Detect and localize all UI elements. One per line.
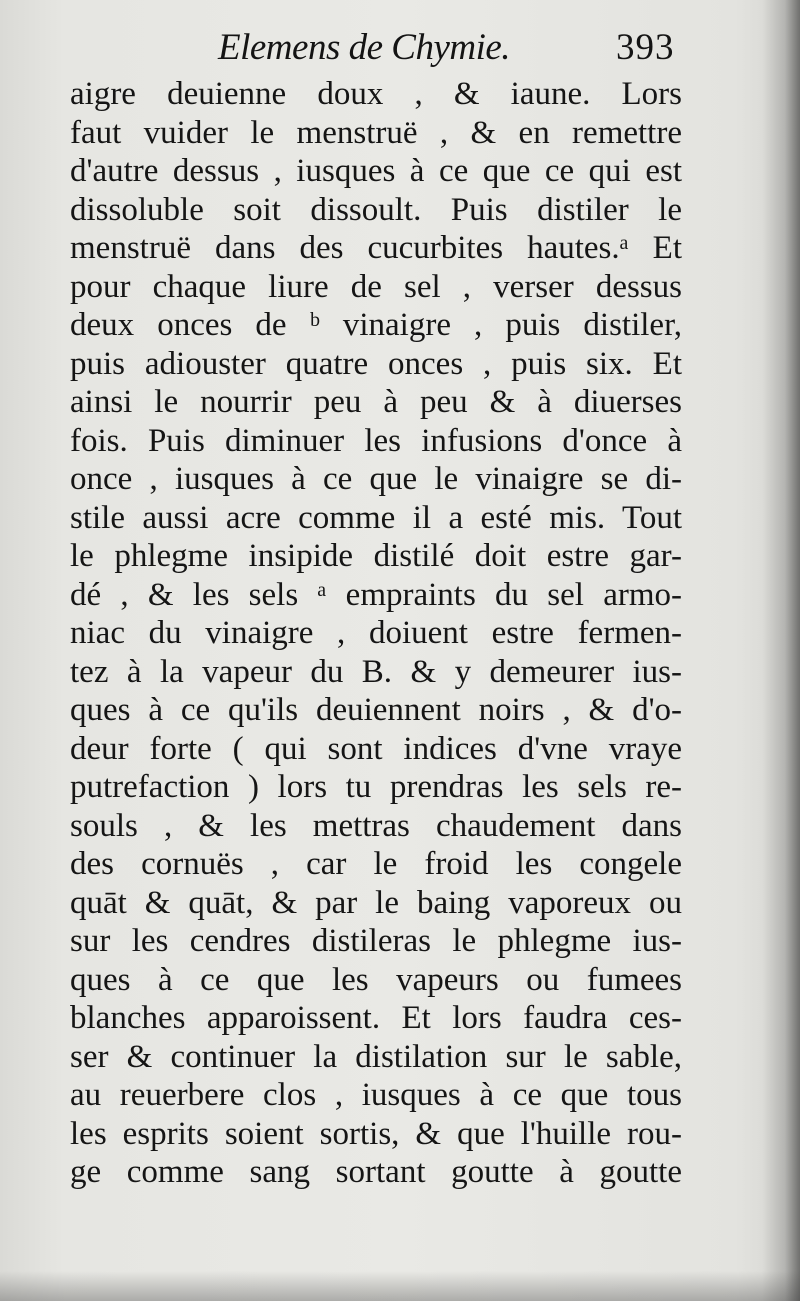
page-bottom-shadow	[0, 1271, 800, 1301]
text-line: ques à ce que les vapeurs ou fumees	[70, 961, 682, 998]
text-line: stile aussi acre comme il a esté mis. Tout	[70, 499, 682, 536]
text-line: faut vuider le menstruë , & en remettre	[70, 114, 682, 151]
text-line: blanches apparoissent. Et lors faudra ces-	[70, 1000, 682, 1036]
text-line: fois. Puis diminuer les infusions d'once à	[70, 422, 682, 459]
page-number: 393	[616, 27, 675, 68]
text-line: dissoluble soit dissoult. Puis distiler le	[70, 191, 682, 228]
text-line: niac du vinaigre , doiuent estre fermen-	[70, 615, 682, 651]
text-line: ainsi le nourrir peu à peu & à diuerses	[70, 384, 682, 420]
text-line: menstruë dans des cucurbites hautes.ᵃ Et	[70, 230, 682, 266]
text-line: dé , & les sels ᵃ empraints du sel armo-	[70, 576, 682, 613]
text-line: aigre deuienne doux , & iaune. Lors	[70, 76, 682, 112]
text-line: d'autre dessus , iusques à ce que ce qui est	[70, 153, 682, 189]
text-line: once , iusques à ce que le vinaigre se di-	[70, 461, 682, 497]
page-edge-shadow	[762, 0, 800, 1301]
text-line: deux onces de ᵇ vinaigre , puis distiler,	[70, 307, 682, 343]
text-line: sur les cendres distileras le phlegme ius-	[70, 923, 682, 959]
text-line: tez à la vapeur du B. & y demeurer ius-	[70, 653, 682, 690]
text-line: quāt & quāt, & par le baing vaporeux ou	[70, 884, 682, 921]
text-line: deur forte ( qui sont indices d'vne vraye	[70, 730, 682, 767]
text-line: le phlegme insipide distilé doit estre gar-	[70, 538, 682, 574]
text-line: ser & continuer la distilation sur le sable,	[70, 1038, 682, 1075]
text-line: les esprits soient sortis, & que l'huille rou-	[70, 1115, 682, 1152]
text-line: putrefaction ) lors tu prendras les sels re-	[70, 769, 682, 805]
text-line: au reuerbere clos , iusques à ce que tous	[70, 1077, 682, 1113]
running-head: Elemens de Chymie.	[218, 27, 511, 68]
text-line: des cornuës , car le froid les congele	[70, 846, 682, 882]
body-text	[70, 75, 682, 1192]
text-line: ques à ce qu'ils deuiennent noirs , & d'o-	[70, 692, 682, 728]
page-header	[0, 26, 800, 76]
text-line: puis adiouster quatre onces , puis six. Et	[70, 345, 682, 382]
text-line: pour chaque liure de sel , verser dessus	[70, 268, 682, 305]
text-line: ge comme sang sortant goutte à goutte	[70, 1154, 682, 1190]
text-line: souls , & les mettras chaudement dans	[70, 807, 682, 844]
